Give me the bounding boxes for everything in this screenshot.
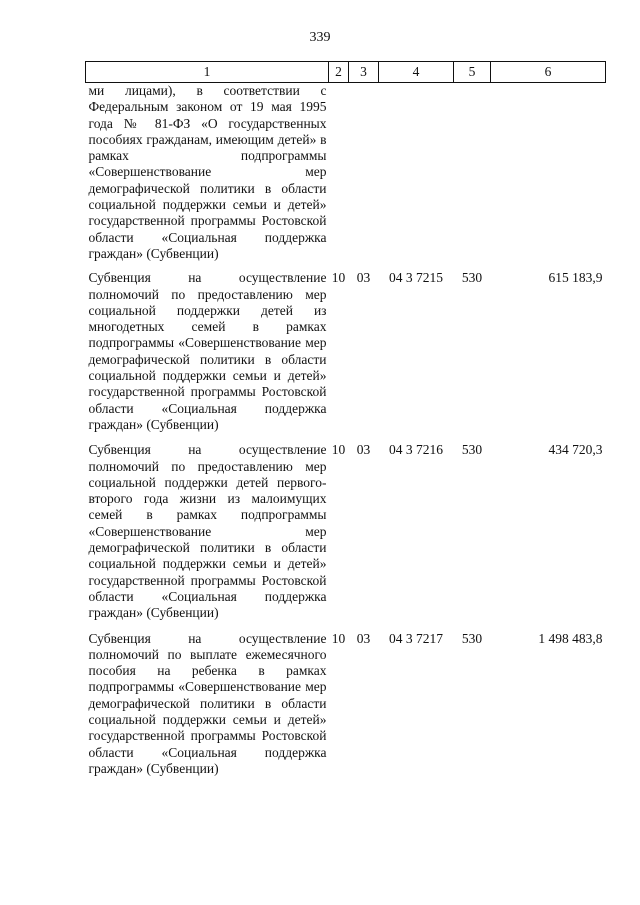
table-row [86,270,606,442]
table-row [86,442,606,630]
row-target-code: 04 3 7217 [389,630,443,646]
row-sum: 1 498 483,8 [538,630,603,646]
row-description: Субвенция на осуществление полномочий по предоставлению мер социальной поддержки детей из многодетных семей в рамках подпрограммы «Совершенствование мер демографической политики в области социальной поддержки семьи и детей» государственной программы Ростовской области «Социальная поддержка граждан» (Субвенции) [88,270,327,432]
row-subsection: 03 [356,270,371,286]
row-section: 10 [331,270,346,286]
row-expense-type: 530 [461,630,483,646]
row-description: Субвенция на осуществление полномочий по предоставлению мер социальной поддержки детей первого-второго года жизни из малоимущих семей в рамках подпрограммы «Совершенствование мер демографической политики в области социальной поддержки семьи и детей» государственной программы Ростовской области «Социальная поддержка граждан» (Субвенции) [88,442,327,621]
page-number: 339 [309,30,331,45]
row-section: 10 [331,442,346,458]
column-header-4: 4 [379,62,454,83]
row-section [329,83,349,271]
column-header-3: 3 [349,62,379,83]
table-row [86,631,606,787]
column-header-6: 6 [491,62,606,83]
table-header-row [86,62,606,83]
row-sum: 434 720,3 [548,442,603,458]
row-target-code [379,83,454,271]
row-target-code: 04 3 7216 [389,442,443,458]
row-section: 10 [331,630,346,646]
row-expense-type: 530 [461,270,483,286]
row-description: Субвенция на осуществление полномочий по выплате ежемесячного пособия на ребенка в рамках подпрограммы «Совершенствование мер демографической политики в области социальной поддержки семьи и детей» государственной программы Ростовской области «Социальная поддержка граждан» (Субвенции) [88,630,327,776]
row-sum: 615 183,9 [548,270,603,286]
budget-table [85,61,606,786]
row-subsection: 03 [356,630,371,646]
column-header-1: 1 [86,62,329,83]
row-sum [491,83,606,271]
row-target-code: 04 3 7215 [389,270,443,286]
table-row [86,83,606,271]
row-description: ми лицами), в соответствии с Федеральным законом от 19 мая 1995 года № 81-ФЗ «О государственных пособиях гражданам, имеющим детей» в рамках подпрограммы «Совершенствование мер демографической политики в области социальной поддержки семьи и детей» государственной программы Ростовской области «Социальная поддержка граждан» (Субвенции) [88,83,327,261]
column-header-2: 2 [329,62,349,83]
column-header-5: 5 [454,62,491,83]
row-subsection: 03 [356,442,371,458]
row-subsection [349,83,379,271]
row-expense-type [454,83,491,271]
row-expense-type: 530 [461,442,483,458]
